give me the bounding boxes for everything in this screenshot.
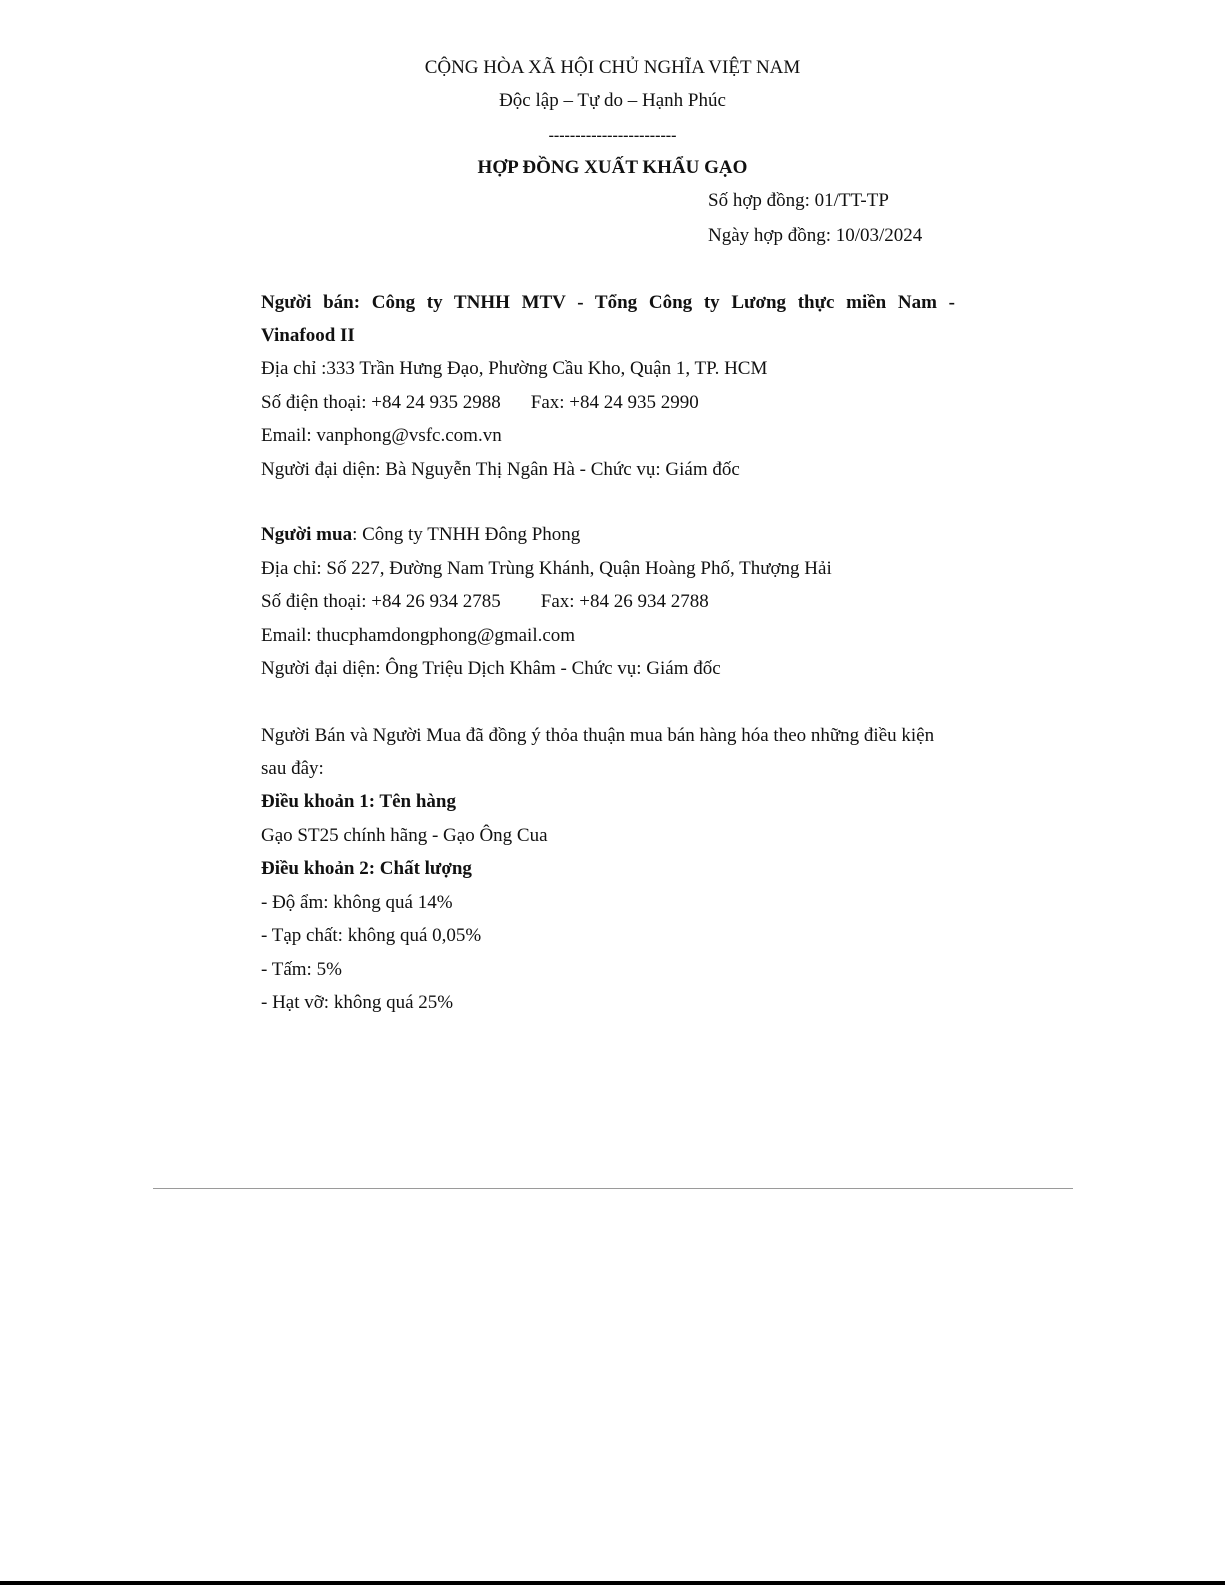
bottom-edge-band (0, 1581, 1225, 1585)
clause-1-heading: Điều khoản 1: Tên hàng (261, 791, 456, 812)
contract-number: Số hợp đồng: 01/TT-TP (708, 190, 889, 211)
agreement-line1: Người Bán và Người Mua đã đồng ý thỏa thuận mua bán hàng hóa theo những điều kiện (261, 725, 935, 746)
header-separator: ------------------------ (548, 127, 677, 144)
clause-2-heading: Điều khoản 2: Chất lượng (261, 858, 472, 879)
country-heading: CỘNG HÒA XÃ HỘI CHỦ NGHĨA VIỆT NAM (424, 57, 801, 78)
seller-label: Người bán: (261, 292, 361, 313)
buyer-name: : Công ty TNHH Đông Phong (352, 524, 581, 545)
seller-contact (261, 391, 955, 415)
quality-item-broken-percent: - Tấm: 5% (261, 959, 342, 980)
quality-item-broken-grains: - Hạt vỡ: không quá 25% (261, 992, 454, 1013)
agreement-line2: sau đây: (261, 758, 324, 779)
buyer-email: Email: thucphamdongphong@gmail.com (261, 625, 576, 646)
buyer-label: Người mua (261, 524, 353, 545)
contract-date: Ngày hợp đồng: 10/03/2024 (708, 225, 923, 246)
quality-item-moisture: - Độ ẩm: không quá 14% (261, 892, 453, 913)
seller-address: Địa chỉ :333 Trần Hưng Đạo, Phường Cầu Kho, Quận 1, TP. HCM (261, 358, 768, 379)
motto: Độc lập – Tự do – Hạnh Phúc (499, 90, 726, 111)
seller-name-line2: Vinafood II (261, 325, 355, 346)
seller-fax: Fax: +84 24 935 2990 (530, 392, 699, 413)
seller-name-line1 (261, 291, 955, 315)
seller-email: Email: vanphong@vsfc.com.vn (261, 425, 502, 446)
buyer-fax: Fax: +84 26 934 2788 (540, 591, 709, 612)
contract-title: HỢP ĐỒNG XUẤT KHẨU GẠO (477, 157, 748, 178)
clause-1-item: Gạo ST25 chính hãng - Gạo Ông Cua (261, 825, 548, 846)
buyer-address: Địa chỉ: Số 227, Đường Nam Trùng Khánh, Quận Hoàng Phố, Thượng Hải (261, 558, 832, 579)
seller-representative: Người đại diện: Bà Nguyễn Thị Ngân Hà - Chức vụ: Giám đốc (261, 459, 740, 480)
buyer-name-line (261, 523, 955, 547)
buyer-representative: Người đại diện: Ông Triệu Dịch Khâm - Chức vụ: Giám đốc (261, 658, 721, 679)
quality-item-impurities: - Tạp chất: không quá 0,05% (261, 925, 482, 946)
buyer-phone: Số điện thoại: +84 26 934 2785 (261, 591, 501, 612)
buyer-contact (261, 590, 955, 614)
page-break-line (153, 1188, 1073, 1189)
seller-phone: Số điện thoại: +84 24 935 2988 (261, 392, 501, 413)
seller-name: Công ty TNHH MTV - Tổng Công ty Lương thực miền Nam - (371, 292, 956, 313)
